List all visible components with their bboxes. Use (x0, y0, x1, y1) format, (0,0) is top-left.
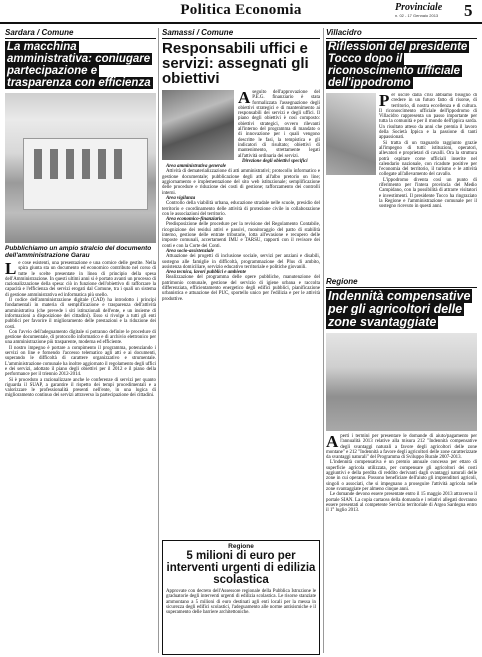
page-header (0, 0, 482, 24)
subheading: Area economico-finanziaria (166, 217, 223, 223)
section-title: Politica Economia (180, 2, 302, 18)
paragraph: Si è proceduto a razionalizzare anche le conferenze di servizi per quanto riguarda il SUAP, a garantire il rispetto dei tempi procedimentali e a valorizzare le professionalità presenti nell'ente, in una logica di miglioramento continuo dei servizi attraverso la partecipazione dei cittadini. (5, 377, 156, 399)
newspaper-logo: Provinciale (395, 2, 443, 13)
office-photo (162, 90, 234, 160)
paragraph: L'ippodromo diventa così un punto di riferimento per l'intera provincia del Medio Campidano, con la possibilità di attrarre visitatori e investimenti. Il presidente Tocco ha ringraziato la Regione e l'amministrazione comunale per il sostegno ricevuto in questi anni. (379, 177, 477, 210)
subheading: Area tecnica, lavori pubblici e ambiente (166, 270, 247, 276)
article-kicker: Regione (326, 277, 477, 288)
column-divider (158, 28, 159, 653)
article-kicker: Villacidro (326, 28, 477, 39)
article-headline: La macchina amministrativa: coniugare partecipazione e trasparenza con efficienza (7, 41, 151, 89)
page-number: 5 (464, 1, 473, 20)
town-hall-photo (5, 93, 156, 243)
subheading: Area amministrativa generale (166, 164, 227, 170)
subheading: Area socio-assistenziale (166, 248, 214, 254)
regione-box (162, 540, 320, 655)
paragraph: Si tratta di un traguardo raggiunto grazie all'impegno di tutti: istituzioni, operatori, allevatori e proprietari di cavalli. Ora la struttura potrà ospitare corse ufficiali inserite nel calendario nazionale, con ricadute positive per l'economia del territorio, il turismo e le attività collegate all'allevamento del cavallo. (379, 140, 477, 178)
paragraph: Controllo della viabilità urbana, educazione stradale nelle scuole, presidio del territorio e coordinamento delle attività di protezione civile in collaborazione con le associazioni del territorio. (162, 201, 320, 217)
article-kicker: Samassi / Comune (162, 28, 320, 39)
sheep-photo (326, 333, 477, 431)
paragraph: Predisposizione delle procedure per la revisione del Regolamento Contabile, ricognizione dei residui attivi e passivi, monitoraggio del patto di stabilità interno, gestione delle entrate tributarie, lotta all'evasione e recupero delle imposte comunali, accertamenti IMU e TARSU, rapporti con il revisore dei conti e con la Corte dei Conti. (162, 222, 320, 249)
box-kicker: Regione (228, 543, 254, 550)
issue-info: n. 02 - 17 Gennaio 2013 (395, 13, 439, 18)
article-body (379, 93, 477, 271)
photo-caption: Pubblichiamo un ampio stralcio del documento dell'amministrazione Garau (5, 245, 152, 259)
article-sardara (5, 28, 156, 657)
article-body (5, 261, 156, 399)
president-photo (326, 93, 376, 175)
article-samassi (162, 28, 320, 657)
paragraph: Attività di dematerializzazione di atti amministrativi; protocollo informatico e gestione documentale; pubblicazione degli atti all'albo pretorio on line; aggiornamento e implementazione del sito web istituzionale; semplificazione delle procedure e riduzione dei costi di gestione; rafforzamento dei controlli interni. (162, 169, 320, 196)
article-body (326, 434, 477, 513)
column-divider (323, 28, 324, 653)
paragraph: e cose esistenti, una presentazione e una cornice delle gestite. Nella spira giunta sta un documento ed economico contributo nel corso di tutte le scelte presentate in linea di principio della spesa dell'Amministrazione. In questi ultimi anni si è portato avanti un processo di razionalizzazione della spesa: ciò in funzione dell'obiettivo di rafforzare la capacità e l'efficienza dei servizi erogati dal Comune, tra i quali un sistema di gestione amministrativa ed informatica più snello. (5, 261, 156, 298)
subheading: Area vigilanza (166, 195, 196, 201)
article-headline: Responsabili uffici e servizi: assegnati gli obiettivi (162, 40, 309, 87)
article-headline: Indennità compensative per gli agricoltori delle zone svantaggiate (328, 289, 471, 329)
paragraph: Il codice dell'amministrazione digitale (CAD) ha introdotto i principi fondamentali in materia di semplificazione e trasparenza dell'attività amministrativa (che prevede i siti istituzionali dell'ente, e un insieme di informazioni a disposizione dei cittadini). Esso si rivolge a tutti gli enti pubblici per favorire il miglioramento delle prestazioni e la riduzione dei costi. (5, 298, 156, 330)
article-villacidro (326, 28, 477, 657)
paragraph: er uscire dalla crisi abbiamo bisogno di credere in un futuro fatto di risorse, di territorio, di nostra eccellenza e di cultura. Il riconoscimento ufficiale dell'ippodromo di Villacidro rappresenta un passo importante per tutta la comunità e per il mondo dell'ippica sarda. Un risultato atteso da anni che premia il lavoro della Società Ippica e la passione di tanti appassionati. (379, 93, 477, 141)
paragraph: Attuazione dei progetti di inclusione sociale, servizi per anziani e disabili, sostegno alle famiglie in difficoltà, programmazione del Plus di ambito, assistenza domiciliare, servizio educativo territoriale e politiche giovanili. (162, 254, 320, 270)
box-body: Approvate con decreto dell'Assessore regionale della Pubblica Istruzione le graduatorie degli interventi urgenti di edilizia scolastica. Le risorse stanziate ammontano a 5 milioni di euro destinati agli enti locali per la messa in sicurezza degli edifici scolastici, l'adeguamento alle norme antisismiche e il superamento delle barriere architettoniche. (166, 589, 316, 616)
paragraph: Realizzazione del programma delle opere pubbliche, manutenzione del patrimonio comunale, gestione del servizio di igiene urbana e raccolta differenziata, efficientamento energetico degli edifici pubblici, pianificazione urbanistica e attuazione del PUC, sportello unico per l'edilizia e per le attività produttive. (162, 275, 320, 302)
subheading: Direzione degli obiettivi specifici (242, 158, 308, 164)
drop-cap: A (238, 88, 251, 107)
drop-cap: P (379, 93, 390, 110)
box-headline: 5 milioni di euro per interventi urgenti di edilizia scolastica (166, 550, 316, 586)
paragraph: seguito dell'approvazione del P.E.G. finanziario è stata formalizzata l'assegnazione degli obiettivi strategici e di mantenimento ai responsabili dei servizi e degli uffici. Il piano degli obiettivi è così composto: obiettivi strategici, ovvero rilevanti all'interno del programma di mandato o di innovazione per i quali vengono descritte le fasi, la tempistica e gli indicatori di risultato; obiettivi di mantenimento, strettamente legati all'attività ordinaria dei servizi. (238, 90, 320, 159)
paragraph: perti i termini per presentare le domande di aiuto/pagamento per l'annualità 2013 relative alla misura 212 "Indennità compensative degli svantaggi naturali a favore degli agricoltori delle zone montane" e 212 "Indennità a favore degli agricoltori delle zone caratterizzate da svantaggi naturali" del Programma di Sviluppo Rurale 2007-2013. (326, 434, 477, 461)
paragraph: Con l'avvio dell'adeguamento digitale si potranno definire le procedure di gestione documentale, di protocollo informatico e di archivio elettronico per una amministrazione più trasparente, moderna ed efficiente. (5, 329, 156, 346)
article-kicker: Sardara / Comune (5, 28, 156, 39)
paragraph: L'indennità compensativa è un premio annuale concesso per ettaro di superficie agricola utilizzata, per compensare gli agricoltori dei costi aggiuntivi e della perdita di reddito derivanti dagli svantaggi naturali delle zone in cui operano. Possono beneficiare dell'aiuto gli imprenditori agricoli, singoli o associati, che si impegnano a proseguire l'attività agricola nelle zone svantaggiate per almeno cinque anni. (326, 460, 477, 492)
drop-cap: A (326, 432, 339, 451)
drop-cap: L (5, 259, 17, 278)
article-headline: Riflessioni del presidente Tocco dopo il riconoscimento ufficiale dell'ippodromo (328, 41, 468, 89)
paragraph: Le domande devono essere presentate entro il 15 maggio 2013 attraverso il portale SIAN. La copia cartacea della domanda e i relativi allegati dovranno essere presentati al competente Servizio territoriale di Argea Sardegna entro il 1° luglio 2013. (326, 492, 477, 514)
paragraph: Il nostro impegno è portare a compimento il programma, potenziando i servizi on line e fornendo l'accesso telematico agli atti e ai documenti, superando le difficoltà di carattere organizzativo e strumentale. L'amministrazione comunale ha inoltre aggiornato il regolamento degli uffici e dei servizi, adottato il piano degli obiettivi per il 2012 e il piano della performance per il triennio 2012-2014. (5, 345, 156, 378)
